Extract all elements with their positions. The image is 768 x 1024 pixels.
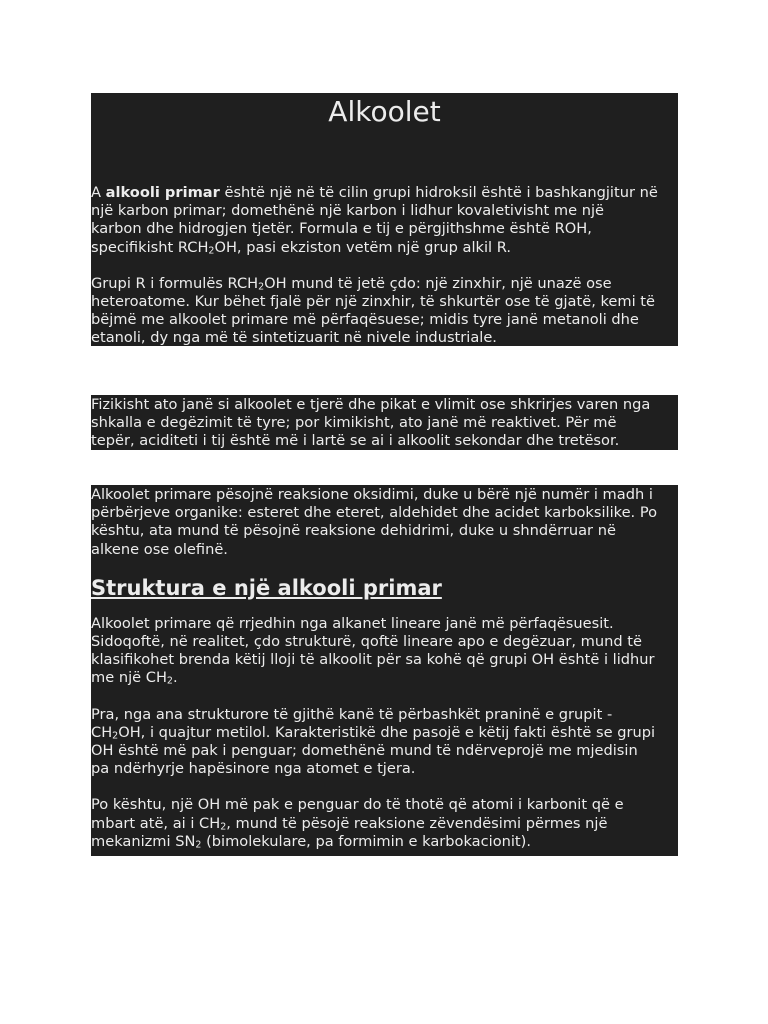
text-span: OH, i quajtur metilol. Karakteristikë dhe pasojë e këtij fakti është se grupi bbox=[118, 723, 656, 741]
text-span: Alkoolet primare që rrjedhin nga alkanet lineare janë më përfaqësuesit. bbox=[91, 614, 614, 632]
subscript: 2 bbox=[166, 675, 173, 687]
text-span: A bbox=[91, 184, 106, 201]
text-span: përbërjeve organike: esteret dhe eteret, aldehidet dhe acidet karboksilike. Po bbox=[91, 504, 658, 522]
text-line bbox=[91, 396, 678, 451]
text-span: heteroatome. Kur bëhet fjalë për një zinxhir, të shkurtër ose të gjatë, kemi të bbox=[91, 293, 655, 311]
text-line bbox=[91, 615, 678, 688]
subscript: 2 bbox=[220, 821, 227, 833]
text-span: alkene ose olefinë. bbox=[91, 540, 228, 558]
reactions-structure-block bbox=[91, 485, 678, 856]
section-heading: Struktura e një alkooli primar bbox=[91, 575, 442, 600]
text-span: etanoli, dy nga më të sintetizuarit në nivele industriale. bbox=[91, 329, 497, 347]
text-span: Sidoqoftë, në realitet, çdo strukturë, qoftë lineare apo e degëzuar, mund të bbox=[91, 633, 642, 651]
subscript: 2 bbox=[208, 245, 215, 257]
text-span: kështu, ata mund të pësojnë reaksione dehidrimi, duke u shndërruar në bbox=[91, 522, 616, 540]
subscript: 2 bbox=[195, 839, 202, 851]
text-span: Po kështu, një OH më pak e penguar do të thotë që atomi i karbonit që e bbox=[91, 796, 624, 814]
text-span: Pra, nga ana strukturore të gjithë kanë të përbashkët praninë e grupit - bbox=[91, 705, 613, 723]
subscript: 2 bbox=[112, 730, 119, 742]
bold-term: alkooli primar bbox=[105, 184, 220, 201]
text-line bbox=[91, 706, 678, 779]
text-line bbox=[91, 796, 678, 851]
page-title: Alkoolet bbox=[328, 95, 441, 128]
text-span: një karbon primar; domethënë një karbon i lidhur kovaletivisht me një bbox=[91, 202, 604, 220]
text-line bbox=[91, 486, 678, 559]
text-span: klasifikohet brenda këtij lloji të alkoolit për sa kohë që grupi OH është i lidhur bbox=[91, 651, 655, 669]
text-span: karbon dhe hidrogjen tjetër. Formula e tij e përgjithshme është ROH, bbox=[91, 220, 592, 238]
text-span: (bimolekulare, pa formimin e karbokacionit). bbox=[201, 832, 531, 850]
text-line bbox=[91, 275, 678, 348]
text-span: Grupi R i formulës RCH bbox=[91, 274, 259, 292]
text-span: . bbox=[172, 669, 178, 687]
text-span: OH mund të jetë çdo: një zinxhir, një unazë ose bbox=[264, 274, 612, 292]
text-span: , mund të pësojë reaksione zëvendësimi përmes një bbox=[226, 814, 608, 832]
text-span: bëjmë me alkoolet primare më përfaqësuese; midis tyre janë metanoli dhe bbox=[91, 311, 639, 329]
text-span: pa ndërhyrje hapësinore nga atomet e tjera. bbox=[91, 760, 416, 778]
text-span: Alkoolet primare pësojnë reaksione oksidimi, duke u bërë një numër i madh i bbox=[91, 486, 653, 503]
primary-alcohol-definition bbox=[91, 184, 678, 348]
text-span: shkalla e degëzimit të tyre; por kimikisht, ato janë më reaktivet. Për më bbox=[91, 414, 617, 432]
text-span: tepër, aciditeti i tij është më i lartë se ai i alkoolit sekondar dhe tretësor. bbox=[91, 432, 620, 450]
text-span: Fizikisht ato janë si alkoolet e tjerë dhe pikat e vlimit ose shkrirjes varen nga bbox=[91, 396, 651, 413]
subscript: 2 bbox=[258, 281, 265, 293]
text-span: OH, pasi ekziston vetëm një grup alkil R. bbox=[214, 238, 511, 256]
text-span: është një në të cilin grupi hidroksil është i bashkangjitur në bbox=[219, 184, 658, 201]
physical-properties-block bbox=[91, 395, 678, 450]
text-span: me një CH bbox=[91, 669, 167, 687]
text-span: OH është më pak i penguar; domethënë mund të ndërveprojë me mjedisin bbox=[91, 742, 638, 760]
text-span: mbart atë, ai i CH bbox=[91, 814, 221, 832]
text-span: mekanizmi SN bbox=[91, 832, 196, 850]
intro-block bbox=[91, 93, 678, 346]
text-span: CH bbox=[91, 723, 113, 741]
text-line bbox=[91, 184, 678, 257]
text-span: specifikisht RCH bbox=[91, 238, 209, 256]
